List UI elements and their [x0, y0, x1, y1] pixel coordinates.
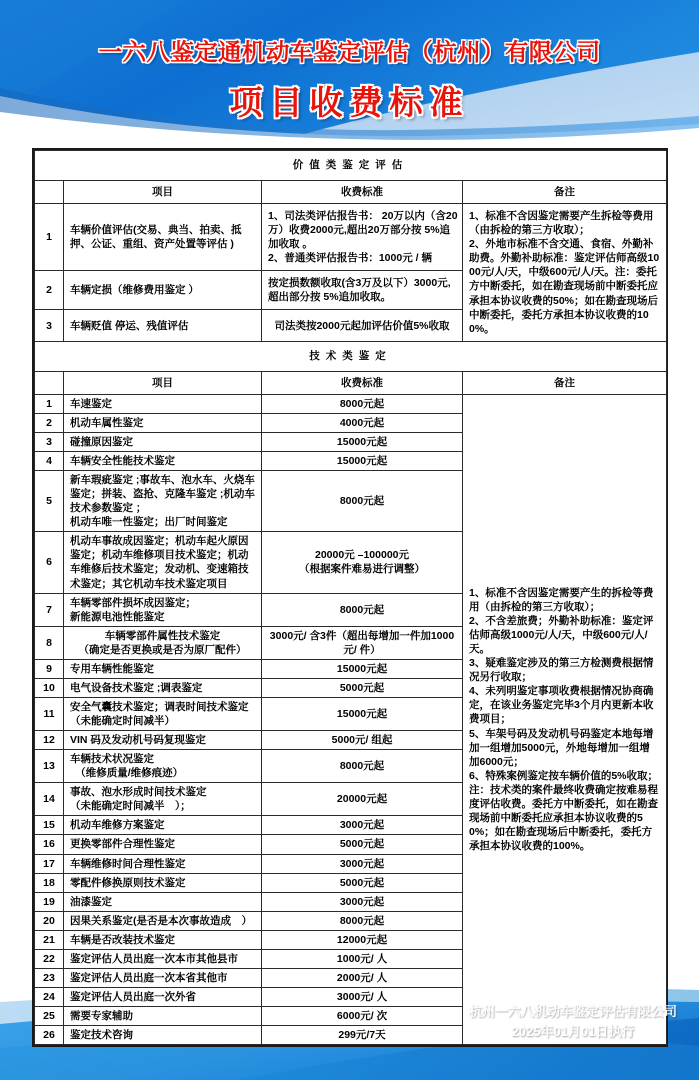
row-index: 18	[35, 873, 64, 892]
row-fee: 8000元起	[262, 471, 463, 532]
column-header-index	[35, 371, 64, 394]
row-item: 新车瑕疵鉴定 ;事故车、泡水车、火烧车鉴定；拼装、盗抢、克隆车鉴定 ;机动车技术参数鉴定 ； 机动车唯一性鉴定；出厂时间鉴定	[64, 471, 262, 532]
page-title: 项目收费标准	[229, 84, 470, 121]
row-fee: 5000元起	[262, 678, 463, 697]
tech-section-title: 技术类鉴定	[35, 341, 667, 371]
value-section-title-row	[35, 151, 667, 181]
row-index: 2	[35, 413, 64, 432]
row-fee: 3000元起	[262, 892, 463, 911]
row-fee: 8000元起	[262, 911, 463, 930]
row-index: 2	[35, 270, 64, 310]
row-fee: 299元/7天	[262, 1026, 463, 1045]
row-fee: 15000元起	[262, 452, 463, 471]
row-item: 事故、泡水形成时间技术鉴定 （未能确定时间减半 ）；	[64, 783, 262, 816]
row-fee: 3000元起	[262, 854, 463, 873]
row-index: 20	[35, 911, 64, 930]
row-fee: 6000元/ 次	[262, 1007, 463, 1026]
row-item: 车辆安全性能技术鉴定	[64, 452, 262, 471]
row-index: 8	[35, 626, 64, 659]
row-index: 24	[35, 987, 64, 1006]
row-fee: 15000元起	[262, 432, 463, 451]
row-index: 10	[35, 678, 64, 697]
row-item: 车辆贬值 停运、残值评估	[64, 310, 262, 341]
row-item: 鉴定评估人员出庭一次外省	[64, 987, 262, 1006]
row-index: 14	[35, 783, 64, 816]
row-item: 鉴定技术咨询	[64, 1026, 262, 1045]
column-header-index	[35, 181, 64, 204]
row-item: 车辆定损（维修费用鉴定 ）	[64, 270, 262, 310]
column-header-note: 备注	[463, 371, 667, 394]
row-item: 需要专家辅助	[64, 1007, 262, 1026]
value-section-title: 价值类鉴定评估	[35, 151, 667, 181]
row-index: 7	[35, 593, 64, 626]
row-index: 5	[35, 471, 64, 532]
row-fee: 司法类按2000元起加评估价值5%收取	[262, 310, 463, 341]
row-index: 19	[35, 892, 64, 911]
row-fee: 1、司法类评估报告书： 20万以内（含20万）收费2000元,超出20万部分按 5%追加收取 。 2、普通类评估报告书：1000元 / 辆	[262, 204, 463, 271]
row-item: 油漆鉴定	[64, 892, 262, 911]
row-item: 机动车事故成因鉴定；机动车起火原因鉴定；机动车维修项目技术鉴定；机动车维修后技术鉴定；发动机、变速箱技术鉴定；其它机动车技术鉴定项目	[64, 532, 262, 593]
row-index: 26	[35, 1026, 64, 1045]
row-index: 23	[35, 968, 64, 987]
row-fee: 5000元起	[262, 873, 463, 892]
row-fee: 4000元起	[262, 413, 463, 432]
tech-section-title-row	[35, 341, 667, 371]
row-fee: 5000元起	[262, 835, 463, 854]
footer-effective-date: 2025年01月01日执行	[511, 1024, 635, 1039]
row-item: 因果关系鉴定(是否是本次事故造成 ）	[64, 911, 262, 930]
row-fee: 8000元起	[262, 593, 463, 626]
value-section-note: 1、标准不含因鉴定需要产生拆检等费用（由拆检的第三方收取）； 2、外地市标准不含交通、食宿、外勤补助费。外勤补助标准：鉴定评估师高级1000元/人/天，中级600元/人/天。注：委托方中断委托，如在勘查现场前中断委托应承担本协议收费的50%；如在勘查现场后中断委托，委托方承担本协议收费的100%。	[463, 204, 667, 342]
row-fee: 8000元起	[262, 394, 463, 413]
row-index: 22	[35, 949, 64, 968]
column-header-item: 项目	[64, 371, 262, 394]
price-table	[34, 150, 667, 1045]
row-index: 1	[35, 204, 64, 271]
tech-section-note: 1、标准不含因鉴定需要产生的拆检等费用（由拆检的第三方收取）； 2、不含差旅费；外勤补助标准：鉴定评估师高级1000元/人/天，中级600元/人/天。 3、疑难鉴定涉及的第三方检测费根据情况另行收取； 4、未列明鉴定事项收费根据情况协商确定，在该业务鉴定完毕3个月内更新本收费项目； 5、车架号码及发动机号码鉴定本地每增加一组增加5000元，外地每增加一组增加6000元； 6、特殊案例鉴定按车辆价值的5%收取； 注：技术类的案件最终收费确定按难易程度评估收费。委托方中断委托，如在勘查现场前中断委托应承担本协议收费的50%；如在勘查现场后中断委托，委托方承担本协议收费的100%。	[463, 394, 667, 1044]
row-index: 15	[35, 816, 64, 835]
row-index: 13	[35, 750, 64, 783]
tech-section-header-row	[35, 371, 667, 394]
row-fee: 3000元/ 含3件（超出每增加一件加1000元/ 件）	[262, 626, 463, 659]
row-item: 更换零部件合理性鉴定	[64, 835, 262, 854]
row-fee: 15000元起	[262, 659, 463, 678]
row-fee: 3000元/ 人	[262, 987, 463, 1006]
row-index: 12	[35, 731, 64, 750]
row-item: 碰撞原因鉴定	[64, 432, 262, 451]
row-fee: 按定损数额收取(含3万及以下）3000元,超出部分按 5%追加收取。	[262, 270, 463, 310]
header-text-block	[0, 0, 699, 146]
row-fee: 5000元/ 组起	[262, 731, 463, 750]
row-index: 3	[35, 432, 64, 451]
row-index: 17	[35, 854, 64, 873]
row-fee: 2000元/ 人	[262, 968, 463, 987]
company-name: 一六八鉴定通机动车鉴定评估（杭州）有限公司	[98, 39, 601, 65]
row-item: 车辆价值评估(交易、典当、拍卖、抵押、公证、重组、资产处置等评估 )	[64, 204, 262, 271]
column-header-fee: 收费标准	[262, 371, 463, 394]
row-index: 4	[35, 452, 64, 471]
row-index: 6	[35, 532, 64, 593]
column-header-item: 项目	[64, 181, 262, 204]
row-fee: 1000元/ 人	[262, 949, 463, 968]
row-index: 1	[35, 394, 64, 413]
row-item: 鉴定评估人员出庭一次本省其他市	[64, 968, 262, 987]
column-header-note: 备注	[463, 181, 667, 204]
row-item: 专用车辆性能鉴定	[64, 659, 262, 678]
row-index: 9	[35, 659, 64, 678]
row-item: 车辆零部件属性技术鉴定 （确定是否更换或是否为原厂配件）	[64, 626, 262, 659]
row-index: 3	[35, 310, 64, 341]
row-index: 25	[35, 1007, 64, 1026]
row-item: 机动车维修方案鉴定	[64, 816, 262, 835]
row-item: 车速鉴定	[64, 394, 262, 413]
row-item: 鉴定评估人员出庭一次本市其他县市	[64, 949, 262, 968]
column-header-fee: 收费标准	[262, 181, 463, 204]
header-banner	[0, 0, 699, 146]
row-item: 机动车属性鉴定	[64, 413, 262, 432]
row-item: 零配件修换原则技术鉴定	[64, 873, 262, 892]
footer-company: 杭州一六八机动车鉴定评估有限公司	[468, 1004, 677, 1019]
table-row	[35, 204, 667, 271]
value-section-header-row	[35, 181, 667, 204]
row-fee: 12000元起	[262, 930, 463, 949]
row-fee: 20000元 –100000元 （根据案件难易进行调整）	[262, 532, 463, 593]
row-item: 车辆维修时间合理性鉴定	[64, 854, 262, 873]
row-index: 16	[35, 835, 64, 854]
row-item: VIN 码及发动机号码复现鉴定	[64, 731, 262, 750]
row-fee: 20000元起	[262, 783, 463, 816]
footer-text-block	[469, 1002, 677, 1042]
row-item: 车辆零部件损坏成因鉴定； 新能源电池性能鉴定	[64, 593, 262, 626]
price-table-sheet	[32, 148, 668, 1047]
row-fee: 15000元起	[262, 697, 463, 730]
row-index: 11	[35, 697, 64, 730]
table-body	[35, 151, 667, 1045]
table-row	[35, 394, 667, 413]
row-item: 安全气囊技术鉴定；调表时间技术鉴定（未能确定时间减半）	[64, 697, 262, 730]
row-item: 车辆技术状况鉴定 （维修质量/维修痕迹）	[64, 750, 262, 783]
row-item: 电气设备技术鉴定 ;调表鉴定	[64, 678, 262, 697]
row-index: 21	[35, 930, 64, 949]
row-item: 车辆是否改装技术鉴定	[64, 930, 262, 949]
row-fee: 3000元起	[262, 816, 463, 835]
row-fee: 8000元起	[262, 750, 463, 783]
